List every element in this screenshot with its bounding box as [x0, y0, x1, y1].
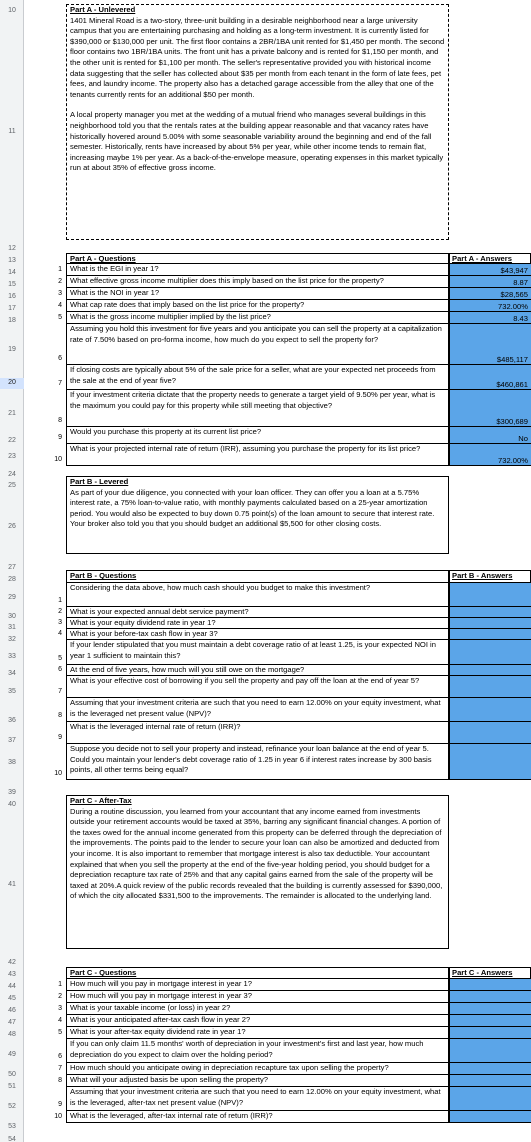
question-number: 4 [58, 1017, 62, 1024]
question-text: What is your equity dividend rate in year 1? [70, 618, 216, 627]
part-a-title: Part A - Unlevered [70, 5, 136, 14]
part-c-paragraph: During a routine discussion, you learned from your accountant that any income earned from investments outside your retirement accounts would be taxed at 35%, barring any significant financial changes. A portion of the taxes owed for the annual income generated from this property can be deferred through the depreciation of the improvements. The points paid to the lender to secure your loan can also be amortized and deducted from your income. It is also important to remember that mortgage interest is also tax deductible. Your accountant explained that when you sell the property at the end of the five-year holding period, you should budget for a depreciation recapture tax rate of 25% and that any capital gains earned from the sale of the property will be taxed at 20%.A quick review of the public records revealed that the building is currently assessed for $390,000, of which the city allocated $331,500 to the improvements. The remainder is allocated to the underlying land. [70, 806, 443, 901]
row-number[interactable]: 15 [8, 281, 16, 288]
question-text: If your lender stipulated that you must maintain a debt coverage ratio of at least 1.25, is your expected NOI in year 1 sufficient to maintain this? [70, 640, 436, 660]
answer-cell[interactable]: No [449, 427, 531, 444]
question-row[interactable] [66, 1015, 449, 1027]
question-number: 9 [58, 734, 62, 741]
answer-cell[interactable] [449, 991, 531, 1003]
question-number: 7 [58, 688, 62, 695]
question-number: 4 [58, 630, 62, 637]
row-number[interactable]: 34 [8, 670, 16, 677]
question-number: 1 [58, 597, 62, 604]
row-number[interactable]: 33 [8, 653, 16, 660]
part-a-questions-header: Part A - Questions [66, 253, 449, 264]
question-number: 10 [54, 770, 62, 777]
row-number[interactable]: 35 [8, 688, 16, 695]
row-number[interactable]: 12 [8, 245, 16, 252]
question-row[interactable] [66, 324, 449, 365]
row-number[interactable]: 11 [8, 128, 16, 135]
question-text: Assuming you hold this investment for five years and you anticipate you can sell the property at a capitalization rate of 7.50% based on pro-forma income, how much do you expect to sell the property for? [70, 324, 442, 344]
question-number: 8 [58, 1077, 62, 1084]
question-text: What is the EGI in year 1? [70, 264, 159, 273]
question-text: Suppose you decide not to sell your property and instead, refinance your loan balance at the end of year 5. Could you maintain your lender's debt coverage ratio of 1.25 in year 6 if interest rates increase by 300 basis points, all other terms being equal? [70, 744, 432, 775]
answer-cell[interactable] [449, 1003, 531, 1015]
question-number: 3 [58, 1005, 62, 1012]
question-row[interactable] [66, 390, 449, 427]
question-number: 3 [58, 290, 62, 297]
row-number[interactable]: 54 [8, 1136, 16, 1142]
row-number[interactable]: 16 [8, 293, 16, 300]
question-number: 2 [58, 278, 62, 285]
question-row[interactable] [66, 1087, 449, 1111]
answer-cell[interactable]: 732.00% [449, 444, 531, 466]
part-a-paragraph-1: 1401 Mineral Road is a two-story, three-unit building in a desirable neighborhood near a large university campus that you are entertaining purchasing and holding as a long-term investment. It is currently listed for $390,000 or $130,000 per unit. The first floor contains a 2BR/1BA unit rented for $1,450 per month. The second floor contains two 1BR/1BA units. The front unit has a private balcony and is rented for $1,150 per month, and the other unit is rented for $1,100 per month. The seller's representative provided you with historical income data suggesting that the seller has collected about $35 per month from each tenant in the form of late fees, pet fees, and laundry income. The property also has a detached garage accessible from the alley that one of the tenants currently rents for an additional $50 per month. [70, 15, 445, 99]
answer-cell[interactable]: $28,565 [449, 288, 531, 300]
question-text: What is the gross income multiplier implied by the list price? [70, 312, 271, 321]
question-number: 1 [58, 981, 62, 988]
question-row[interactable] [66, 264, 449, 276]
part-b-intro-box[interactable] [66, 476, 449, 554]
question-number: 5 [58, 1029, 62, 1036]
row-number[interactable]: 50 [8, 1071, 16, 1078]
question-number: 2 [58, 608, 62, 615]
question-row[interactable] [66, 583, 449, 607]
question-row[interactable] [66, 427, 449, 444]
answer-cell[interactable] [449, 676, 531, 698]
answer-cell[interactable] [449, 1015, 531, 1027]
question-number: 1 [58, 266, 62, 273]
row-number[interactable]: 43 [8, 971, 16, 978]
answer-cell[interactable] [449, 1039, 531, 1063]
question-number: 7 [58, 1065, 62, 1072]
question-text: What is your taxable income (or loss) in year 2? [70, 1003, 231, 1012]
row-number[interactable]: 13 [8, 257, 16, 264]
question-text: What effective gross income multiplier does this imply based on the list price for the property? [70, 276, 384, 285]
question-text: At the end of five years, how much will you still owe on the mortgage? [70, 665, 305, 674]
row-number[interactable]: 31 [8, 624, 16, 631]
part-c-title: Part C - After-Tax [70, 796, 132, 805]
question-row[interactable] [66, 698, 449, 722]
question-text: What is the NOI in year 1? [70, 288, 160, 297]
part-c-answers-header: Part C - Answers [449, 967, 531, 979]
question-number: 9 [58, 1101, 62, 1108]
question-text: What is the leveraged, after-tax internal rate of return (IRR)? [70, 1111, 273, 1120]
question-number: 4 [58, 302, 62, 309]
question-text: What is your effective cost of borrowing if you sell the property and pay off the loan at the end of year 5? [70, 676, 420, 685]
question-row[interactable] [66, 312, 449, 324]
row-number[interactable]: 40 [8, 801, 16, 808]
row-number[interactable]: 18 [8, 317, 16, 324]
question-row[interactable] [66, 1039, 449, 1063]
row-number[interactable]: 52 [8, 1103, 16, 1110]
row-number[interactable]: 39 [8, 789, 16, 796]
row-number[interactable]: 44 [8, 983, 16, 990]
question-row[interactable] [66, 1075, 449, 1087]
part-b-paragraph: As part of your due diligence, you connected with your loan officer. They can offer you a loan at a 5.75% interest rate, a 75% loan-to-value ratio, with monthly payments calculated based on a 25-year amortization period. You would also be expected to buy down 0.75 point(s) of the loan amount to secure that interest rate. Your broker also told you that you should budget an additional $5,500 for other closing costs. [70, 487, 435, 529]
question-number: 9 [58, 434, 62, 441]
answer-cell[interactable] [449, 629, 531, 640]
part-a-intro-box[interactable] [66, 4, 449, 240]
question-row[interactable] [66, 618, 449, 629]
answer-cell[interactable] [449, 1075, 531, 1087]
question-number: 6 [58, 1053, 62, 1060]
row-header-column [0, 0, 24, 1142]
row-number[interactable]: 49 [8, 1051, 16, 1058]
question-row[interactable] [66, 1111, 449, 1123]
answer-cell[interactable]: $460,861 [449, 365, 531, 390]
row-number[interactable]: 42 [8, 959, 16, 966]
question-text: What is the leveraged internal rate of return (IRR)? [70, 722, 241, 731]
answer-cell[interactable] [449, 744, 531, 780]
question-row[interactable] [66, 744, 449, 780]
question-text: Considering the data above, how much cash should you budget to make this investment? [70, 583, 371, 592]
question-text: If your investment criteria dictate that the property needs to generate a target yield of 9.50% per year, what is the maximum you could pay for this property while still meeting that objective? [70, 390, 436, 410]
answer-cell[interactable] [449, 979, 531, 991]
answer-cell[interactable] [449, 640, 531, 665]
part-a-paragraph-2: A local property manager you met at the wedding of a mutual friend who manages several buildings in this neighborhood told you that the rentals rates at the building appear reasonable and that vacancy rates have historically hovered around 5.00% with some seasonable variability around the beginning and end of the fall semester. Historically, rents have increased by about 5% per year, while other income tends to remain flat, increasing maybe 1% per year. As a back-of-the-envelope measure, operating expenses in this market typically run at about 35% of effective gross income. [70, 110, 444, 173]
row-number[interactable]: 46 [8, 1007, 16, 1014]
question-row[interactable] [66, 665, 449, 676]
part-a-text [67, 16, 448, 174]
answer-cell[interactable]: 8.87 [449, 276, 531, 288]
row-number[interactable]: 48 [8, 1031, 16, 1038]
answer-cell[interactable] [449, 698, 531, 722]
question-text: Assuming that your investment criteria are such that you need to earn 12.00% on your equity investment, what is the leveraged, after-tax net present value (NPV)? [70, 1087, 441, 1107]
row-number[interactable]: 26 [8, 523, 16, 530]
row-number[interactable]: 53 [8, 1123, 16, 1130]
row-number[interactable]: 17 [8, 305, 16, 312]
question-text: What is your before-tax cash flow in year 3? [70, 629, 218, 638]
row-number[interactable]: 47 [8, 1019, 16, 1026]
question-number: 3 [58, 619, 62, 626]
question-text: What is your expected annual debt service payment? [70, 607, 249, 616]
question-text: Assuming that your investment criteria are such that you need to earn 12.00% on your equity investment, what is the leveraged net present value (NPV)? [70, 698, 441, 718]
row-number[interactable]: 51 [8, 1083, 16, 1090]
answer-cell[interactable] [449, 1027, 531, 1039]
question-number: 6 [58, 666, 62, 673]
question-row[interactable] [66, 1063, 449, 1075]
row-number[interactable]: 45 [8, 995, 16, 1002]
part-c-questions-header: Part C - Questions [66, 967, 449, 979]
question-row[interactable] [66, 1027, 449, 1039]
question-row[interactable] [66, 607, 449, 618]
question-text: What is your projected internal rate of return (IRR), assuming you purchase the property for its list price? [70, 444, 421, 453]
question-number: 10 [54, 1113, 62, 1120]
question-row[interactable] [66, 365, 449, 390]
question-text: How much will you pay in mortgage interest in year 1? [70, 979, 252, 988]
question-text: What cap rate does that imply based on the list price for the property? [70, 300, 305, 309]
question-number: 10 [54, 456, 62, 463]
question-number: 8 [58, 712, 62, 719]
answer-cell[interactable]: $485,117 [449, 324, 531, 365]
row-number[interactable]: 14 [8, 269, 16, 276]
row-number[interactable]: 38 [8, 759, 16, 766]
question-number: 8 [58, 417, 62, 424]
row-number[interactable]: 36 [8, 717, 16, 724]
row-number[interactable]: 21 [8, 410, 16, 417]
question-row[interactable] [66, 722, 449, 744]
row-number[interactable]: 10 [8, 7, 16, 14]
question-text: If you can only claim 11.5 months' worth of depreciation in your investment's first and last year, how much depreciation do you expect to claim over the holding period? [70, 1039, 424, 1059]
answer-cell[interactable]: 732.00% [449, 300, 531, 312]
answer-cell[interactable] [449, 583, 531, 607]
question-row[interactable] [66, 991, 449, 1003]
row-number[interactable]: 25 [8, 482, 16, 489]
row-number[interactable]: 32 [8, 636, 16, 643]
row-number[interactable]: 22 [8, 437, 16, 444]
answer-cell[interactable] [449, 1111, 531, 1123]
answer-cell[interactable] [449, 665, 531, 676]
part-a-answers-header: Part A - Answers [449, 253, 531, 264]
question-number: 5 [58, 655, 62, 662]
row-number[interactable]: 28 [8, 576, 16, 583]
question-row[interactable] [66, 676, 449, 698]
part-b-questions-header: Part B - Questions [66, 570, 449, 583]
row-number[interactable]: 37 [8, 737, 16, 744]
question-row[interactable] [66, 640, 449, 665]
row-number[interactable]: 29 [8, 594, 16, 601]
question-text: What is your anticipated after-tax cash flow in year 2? [70, 1015, 251, 1024]
part-b-answers-header: Part B - Answers [449, 570, 531, 583]
question-row[interactable] [66, 300, 449, 312]
question-text: How much will you pay in mortgage interest in year 3? [70, 991, 252, 1000]
question-text: What is your after-tax equity dividend rate in year 1? [70, 1027, 246, 1036]
part-b-title: Part B - Levered [70, 477, 129, 486]
answer-cell[interactable] [449, 1063, 531, 1075]
answer-cell[interactable] [449, 1087, 531, 1111]
answer-cell[interactable] [449, 618, 531, 629]
question-number: 7 [58, 380, 62, 387]
row-number[interactable]: 30 [8, 613, 16, 620]
question-row[interactable] [66, 629, 449, 640]
row-number[interactable]: 24 [8, 471, 16, 478]
answer-cell[interactable] [449, 607, 531, 618]
row-number[interactable]: 23 [8, 453, 16, 460]
question-number: 5 [58, 314, 62, 321]
row-number[interactable]: 41 [8, 881, 16, 888]
answer-cell[interactable] [449, 722, 531, 744]
question-text: Would you purchase this property at its current list price? [70, 427, 262, 436]
question-row[interactable] [66, 444, 449, 466]
row-number[interactable]: 19 [8, 346, 16, 353]
answer-cell[interactable]: 8.43 [449, 312, 531, 324]
question-row[interactable] [66, 1003, 449, 1015]
question-number: 6 [58, 355, 62, 362]
row-number[interactable]: 27 [8, 564, 16, 571]
row-number[interactable]: 20 [0, 378, 24, 389]
part-c-intro-box[interactable] [66, 795, 449, 949]
answer-cell[interactable]: $43,947 [449, 264, 531, 276]
question-row[interactable] [66, 979, 449, 991]
answer-cell[interactable]: $300,689 [449, 390, 531, 427]
question-text: What will your adjusted basis be upon selling the property? [70, 1075, 268, 1084]
question-text: How much should you anticipate owing in depreciation recapture tax upon selling the property? [70, 1063, 389, 1072]
question-row[interactable] [66, 276, 449, 288]
question-text: If closing costs are typically about 5% of the sale price for a seller, what are your expected net proceeds from the sale at the end of year five? [70, 365, 436, 385]
question-row[interactable] [66, 288, 449, 300]
question-number: 2 [58, 993, 62, 1000]
